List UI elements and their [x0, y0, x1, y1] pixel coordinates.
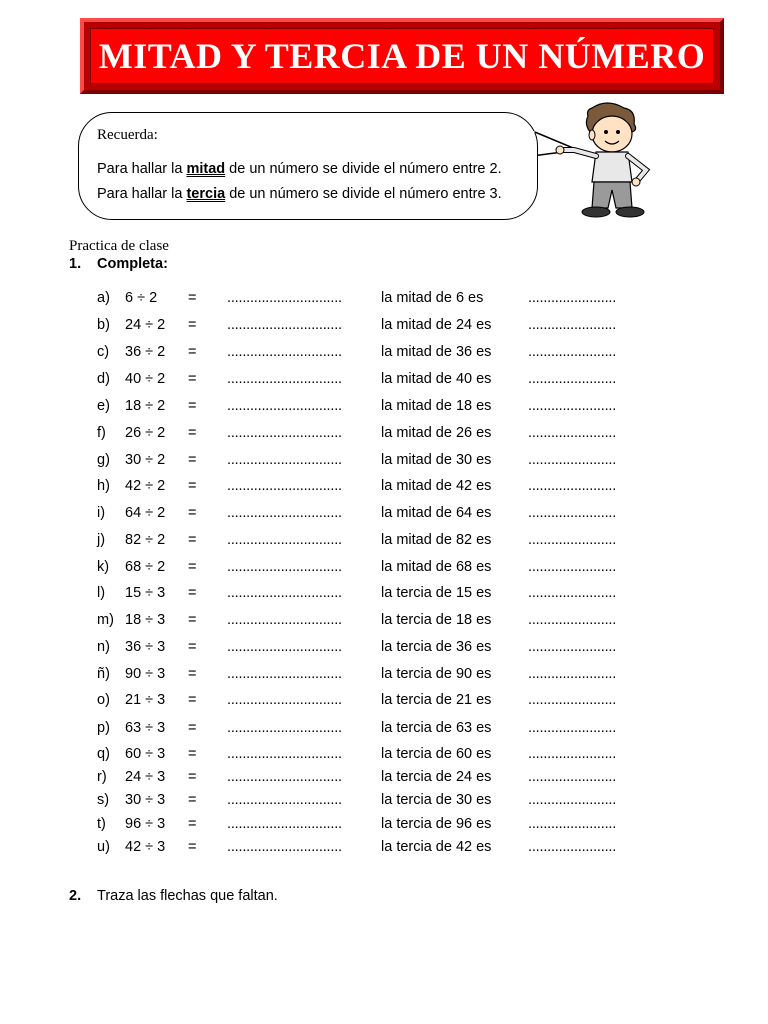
answer-blank-1[interactable]: .............................. — [227, 317, 342, 333]
section-2-number: 2. — [69, 888, 82, 904]
equals-sign: = — [188, 344, 197, 360]
answer-blank-1[interactable]: .............................. — [227, 769, 342, 785]
exercise-letter: r) — [97, 769, 107, 785]
answer-blank-1[interactable]: .............................. — [227, 692, 342, 708]
rule-mitad-before: Para hallar la — [97, 161, 187, 177]
equals-sign: = — [188, 532, 197, 548]
exercise-letter: e) — [97, 398, 110, 414]
equals-sign: = — [188, 666, 197, 682]
rule-tercia-before: Para hallar la — [97, 186, 187, 202]
answer-blank-1[interactable]: .............................. — [227, 478, 342, 494]
answer-blank-2[interactable]: ....................... — [528, 532, 617, 548]
exercise-phrase: la tercia de 63 es — [381, 720, 492, 736]
exercise-operation: 24 ÷ 3 — [125, 769, 166, 785]
equals-sign: = — [188, 839, 197, 855]
exercise-operation: 6 ÷ 2 — [125, 290, 158, 306]
exercise-phrase: la tercia de 42 es — [381, 839, 492, 855]
exercise-letter: j) — [97, 532, 106, 548]
section-2-title: Traza las flechas que faltan. — [97, 888, 278, 904]
answer-blank-2[interactable]: ....................... — [528, 792, 617, 808]
section-1-title: Completa: — [97, 256, 168, 272]
answer-blank-2[interactable]: ....................... — [528, 317, 617, 333]
exercise-letter: t) — [97, 816, 106, 832]
answer-blank-1[interactable]: .............................. — [227, 746, 342, 762]
exercise-phrase: la tercia de 60 es — [381, 746, 492, 762]
exercise-phrase: la mitad de 82 es — [381, 532, 492, 548]
exercise-phrase: la mitad de 30 es — [381, 452, 492, 468]
exercise-letter: d) — [97, 371, 110, 387]
answer-blank-1[interactable]: .............................. — [227, 371, 342, 387]
exercise-phrase: la tercia de 36 es — [381, 639, 492, 655]
equals-sign: = — [188, 398, 197, 414]
exercise-phrase: la mitad de 68 es — [381, 559, 492, 575]
answer-blank-2[interactable]: ....................... — [528, 639, 617, 655]
answer-blank-2[interactable]: ....................... — [528, 290, 617, 306]
equals-sign: = — [188, 559, 197, 575]
answer-blank-2[interactable]: ....................... — [528, 371, 617, 387]
exercise-operation: 18 ÷ 2 — [125, 398, 166, 414]
exercise-operation: 90 ÷ 3 — [125, 666, 166, 682]
exercise-operation: 42 ÷ 2 — [125, 478, 166, 494]
answer-blank-1[interactable]: .............................. — [227, 532, 342, 548]
exercise-letter: q) — [97, 746, 110, 762]
exercise-letter: u) — [97, 839, 110, 855]
exercise-letter: f) — [97, 425, 106, 441]
equals-sign: = — [188, 290, 197, 306]
answer-blank-1[interactable]: .............................. — [227, 425, 342, 441]
answer-blank-1[interactable]: .............................. — [227, 452, 342, 468]
answer-blank-2[interactable]: ....................... — [528, 816, 617, 832]
equals-sign: = — [188, 612, 197, 628]
exercise-phrase: la tercia de 21 es — [381, 692, 492, 708]
answer-blank-2[interactable]: ....................... — [528, 746, 617, 762]
exercise-operation: 96 ÷ 3 — [125, 816, 166, 832]
exercise-operation: 63 ÷ 3 — [125, 720, 166, 736]
exercise-phrase: la tercia de 90 es — [381, 666, 492, 682]
exercise-phrase: la tercia de 30 es — [381, 792, 492, 808]
rule-tercia-keyword: tercia — [186, 186, 226, 202]
answer-blank-1[interactable]: .............................. — [227, 505, 342, 521]
answer-blank-2[interactable]: ....................... — [528, 612, 617, 628]
section-2-heading — [69, 888, 278, 904]
equals-sign: = — [188, 478, 197, 494]
exercise-operation: 36 ÷ 2 — [125, 344, 166, 360]
rule-tercia — [97, 186, 502, 202]
equals-sign: = — [188, 720, 197, 736]
exercise-operation: 30 ÷ 3 — [125, 792, 166, 808]
exercise-operation: 24 ÷ 2 — [125, 317, 166, 333]
answer-blank-2[interactable]: ....................... — [528, 666, 617, 682]
exercise-operation: 42 ÷ 3 — [125, 839, 166, 855]
answer-blank-2[interactable]: ....................... — [528, 692, 617, 708]
exercise-letter: b) — [97, 317, 110, 333]
cartoon-boy-illustration — [552, 100, 662, 222]
exercise-letter: l) — [97, 585, 106, 601]
answer-blank-1[interactable]: .............................. — [227, 559, 342, 575]
exercise-phrase: la mitad de 18 es — [381, 398, 492, 414]
exercise-operation: 60 ÷ 3 — [125, 746, 166, 762]
answer-blank-1[interactable]: .............................. — [227, 720, 342, 736]
answer-blank-2[interactable]: ....................... — [528, 720, 617, 736]
exercise-operation: 40 ÷ 2 — [125, 371, 166, 387]
answer-blank-1[interactable]: .............................. — [227, 585, 342, 601]
exercise-operation: 15 ÷ 3 — [125, 585, 166, 601]
exercise-operation: 21 ÷ 3 — [125, 692, 166, 708]
practica-label: Practica de clase — [69, 238, 169, 254]
exercise-phrase: la mitad de 40 es — [381, 371, 492, 387]
exercise-letter: ñ) — [97, 666, 110, 682]
answer-blank-2[interactable]: ....................... — [528, 344, 617, 360]
equals-sign: = — [188, 816, 197, 832]
exercise-letter: m) — [97, 612, 114, 628]
exercise-letter: o) — [97, 692, 110, 708]
exercise-phrase: la mitad de 64 es — [381, 505, 492, 521]
exercise-letter: n) — [97, 639, 110, 655]
exercise-operation: 68 ÷ 2 — [125, 559, 166, 575]
exercise-letter: c) — [97, 344, 110, 360]
equals-sign: = — [188, 452, 197, 468]
answer-blank-1[interactable]: .............................. — [227, 839, 342, 855]
equals-sign: = — [188, 317, 197, 333]
answer-blank-2[interactable]: ....................... — [528, 769, 617, 785]
exercise-phrase: la mitad de 36 es — [381, 344, 492, 360]
exercise-operation: 36 ÷ 3 — [125, 639, 166, 655]
answer-blank-1[interactable]: .............................. — [227, 290, 342, 306]
answer-blank-2[interactable]: ....................... — [528, 452, 617, 468]
equals-sign: = — [188, 639, 197, 655]
section-1-heading — [69, 256, 168, 272]
rule-mitad-keyword: mitad — [186, 161, 226, 177]
exercise-letter: k) — [97, 559, 110, 575]
answer-blank-1[interactable]: .............................. — [227, 816, 342, 832]
rule-tercia-after: de un número se divide el número entre 3. — [225, 186, 502, 202]
answer-blank-1[interactable]: .............................. — [227, 612, 342, 628]
exercise-phrase: la mitad de 24 es — [381, 317, 492, 333]
answer-blank-2[interactable]: ....................... — [528, 398, 617, 414]
exercise-letter: h) — [97, 478, 110, 494]
answer-blank-2[interactable]: ....................... — [528, 839, 617, 855]
answer-blank-2[interactable]: ....................... — [528, 505, 617, 521]
answer-blank-2[interactable]: ....................... — [528, 425, 617, 441]
section-1-number: 1. — [69, 256, 82, 272]
equals-sign: = — [188, 746, 197, 762]
equals-sign: = — [188, 692, 197, 708]
rule-mitad — [97, 161, 502, 177]
exercise-phrase: la tercia de 15 es — [381, 585, 492, 601]
exercise-letter: p) — [97, 720, 110, 736]
exercise-operation: 26 ÷ 2 — [125, 425, 166, 441]
equals-sign: = — [188, 505, 197, 521]
exercise-operation: 82 ÷ 2 — [125, 532, 166, 548]
answer-blank-1[interactable]: .............................. — [227, 398, 342, 414]
exercise-phrase: la tercia de 24 es — [381, 769, 492, 785]
equals-sign: = — [188, 792, 197, 808]
equals-sign: = — [188, 769, 197, 785]
exercise-phrase: la mitad de 6 es — [381, 290, 484, 306]
page-title: MITAD Y TERCIA DE UN NÚMERO — [98, 36, 706, 76]
answer-blank-2[interactable]: ....................... — [528, 585, 617, 601]
equals-sign: = — [188, 585, 197, 601]
answer-blank-1[interactable]: .............................. — [227, 639, 342, 655]
exercise-letter: s) — [97, 792, 110, 808]
exercise-letter: a) — [97, 290, 110, 306]
answer-blank-2[interactable]: ....................... — [528, 559, 617, 575]
equals-sign: = — [188, 425, 197, 441]
answer-blank-1[interactable]: .............................. — [227, 344, 342, 360]
recuerda-label: Recuerda: — [97, 127, 158, 143]
answer-blank-2[interactable]: ....................... — [528, 478, 617, 494]
exercise-letter: g) — [97, 452, 110, 468]
exercise-operation: 18 ÷ 3 — [125, 612, 166, 628]
equals-sign: = — [188, 371, 197, 387]
exercise-operation: 30 ÷ 2 — [125, 452, 166, 468]
answer-blank-1[interactable]: .............................. — [227, 666, 342, 682]
rule-mitad-after: de un número se divide el número entre 2. — [225, 161, 502, 177]
exercise-phrase: la mitad de 26 es — [381, 425, 492, 441]
exercise-phrase: la mitad de 42 es — [381, 478, 492, 494]
answer-blank-1[interactable]: .............................. — [227, 792, 342, 808]
exercise-phrase: la tercia de 18 es — [381, 612, 492, 628]
exercise-letter: i) — [97, 505, 106, 521]
exercise-phrase: la tercia de 96 es — [381, 816, 492, 832]
exercise-operation: 64 ÷ 2 — [125, 505, 166, 521]
